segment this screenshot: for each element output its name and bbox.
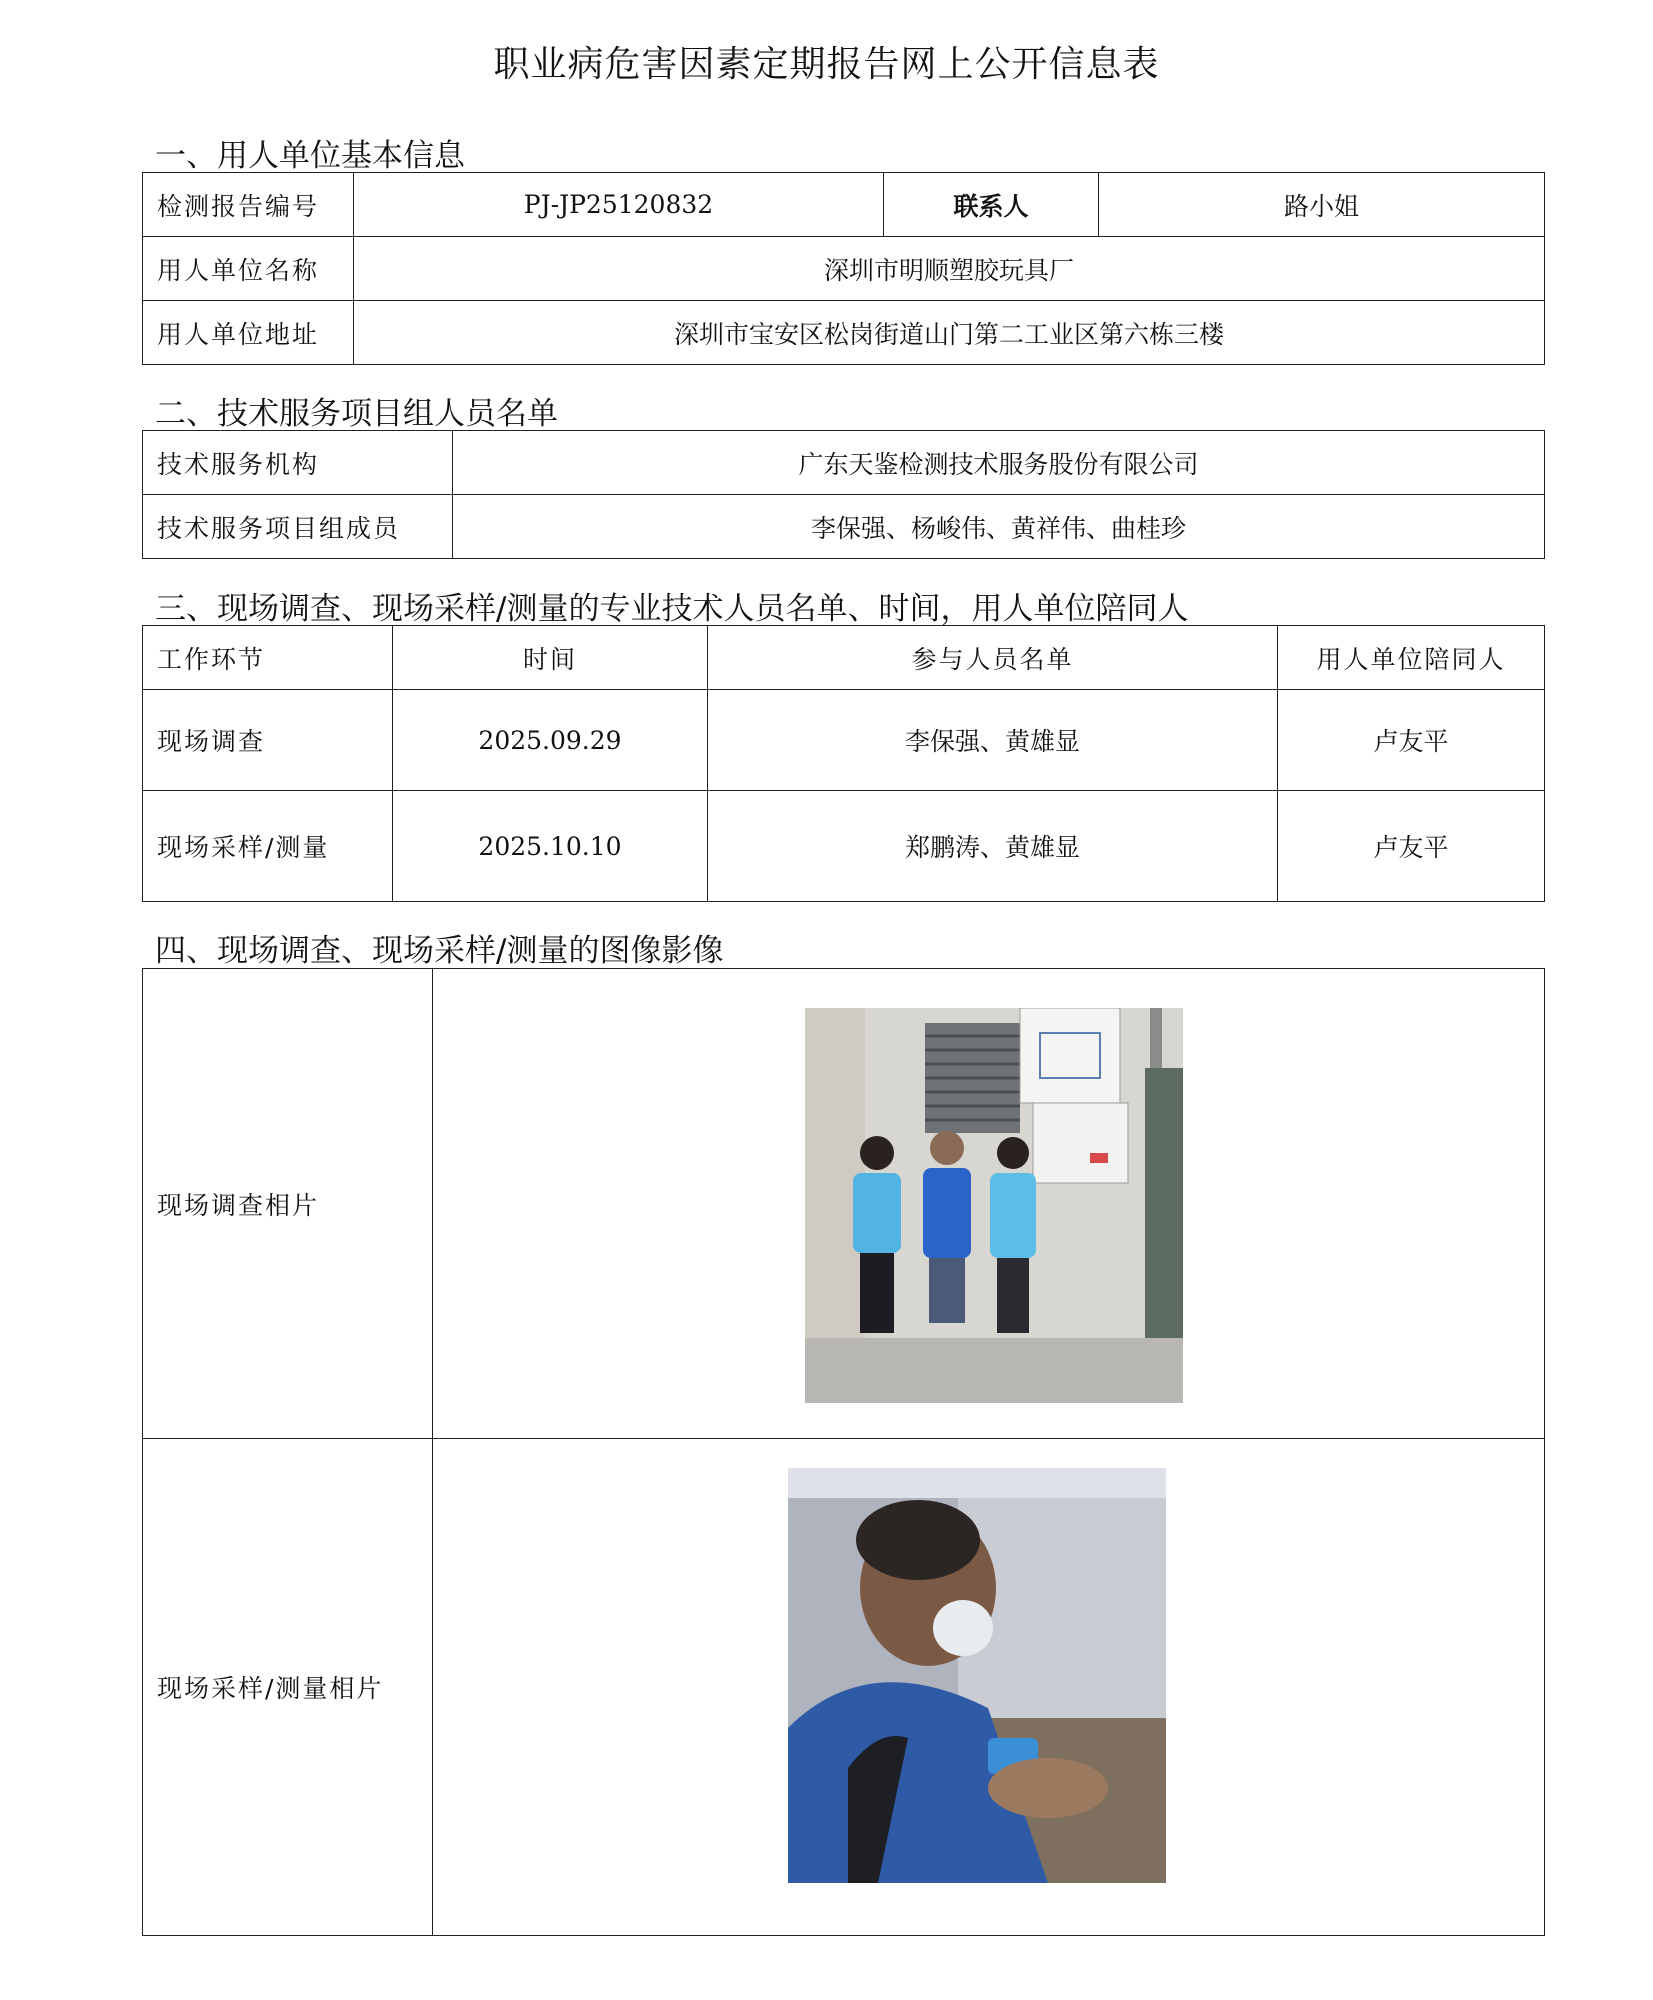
survey-photo: [805, 1008, 1183, 1403]
escort-cell: 卢友平: [1278, 690, 1545, 791]
escort-cell: 卢友平: [1278, 791, 1545, 902]
col-header-staff: 参与人员名单: [708, 626, 1278, 690]
report-no-label: 检测报告编号: [143, 173, 354, 237]
members-value: 李保强、杨峻伟、黄祥伟、曲桂珍: [453, 495, 1545, 559]
field-work-table: [142, 625, 1545, 902]
table-row: [143, 791, 1545, 902]
unit-addr-label: 用人单位地址: [143, 301, 354, 365]
table-row: [143, 301, 1545, 365]
section4-heading: 四、现场调查、现场采样/测量的图像影像: [155, 933, 724, 969]
section2-heading: 二、技术服务项目组人员名单: [155, 396, 558, 432]
table-row: [143, 173, 1545, 237]
staff-cell: 李保强、黄雄显: [708, 690, 1278, 791]
col-header-stage: 工作环节: [143, 626, 393, 690]
table-row: [143, 495, 1545, 559]
unit-name-value: 深圳市明顺塑胶玩具厂: [354, 237, 1545, 301]
table-header-row: [143, 626, 1545, 690]
service-team-table: [142, 430, 1545, 559]
stage-cell: 现场采样/测量: [143, 791, 393, 902]
unit-addr-value: 深圳市宝安区松岗街道山门第二工业区第六栋三楼: [354, 301, 1545, 365]
table-row: [143, 690, 1545, 791]
table-row: [143, 431, 1545, 495]
survey-photo-label: 现场调查相片: [143, 969, 433, 1439]
date-cell: 2025.10.10: [393, 791, 708, 902]
unit-info-table: [142, 172, 1545, 365]
section1-heading: 一、用人单位基本信息: [155, 138, 465, 174]
report-no-value: PJ-JP25120832: [354, 173, 884, 237]
table-row: [143, 237, 1545, 301]
sampling-photo-label: 现场采样/测量相片: [143, 1439, 433, 1936]
date-cell: 2025.09.29: [393, 690, 708, 791]
col-header-date: 时间: [393, 626, 708, 690]
org-value: 广东天鉴检测技术服务股份有限公司: [453, 431, 1545, 495]
sampling-photo: [788, 1468, 1166, 1883]
org-label: 技术服务机构: [143, 431, 453, 495]
stage-cell: 现场调查: [143, 690, 393, 791]
col-header-escort: 用人单位陪同人: [1278, 626, 1545, 690]
contact-label: 联系人: [884, 173, 1099, 237]
section3-heading: 三、现场调查、现场采样/测量的专业技术人员名单、时间，用人单位陪同人: [155, 591, 1189, 627]
staff-cell: 郑鹏涛、黄雄显: [708, 791, 1278, 902]
members-label: 技术服务项目组成员: [143, 495, 453, 559]
contact-value: 路小姐: [1099, 173, 1545, 237]
page-title: 职业病危害因素定期报告网上公开信息表: [493, 44, 1160, 85]
unit-name-label: 用人单位名称: [143, 237, 354, 301]
